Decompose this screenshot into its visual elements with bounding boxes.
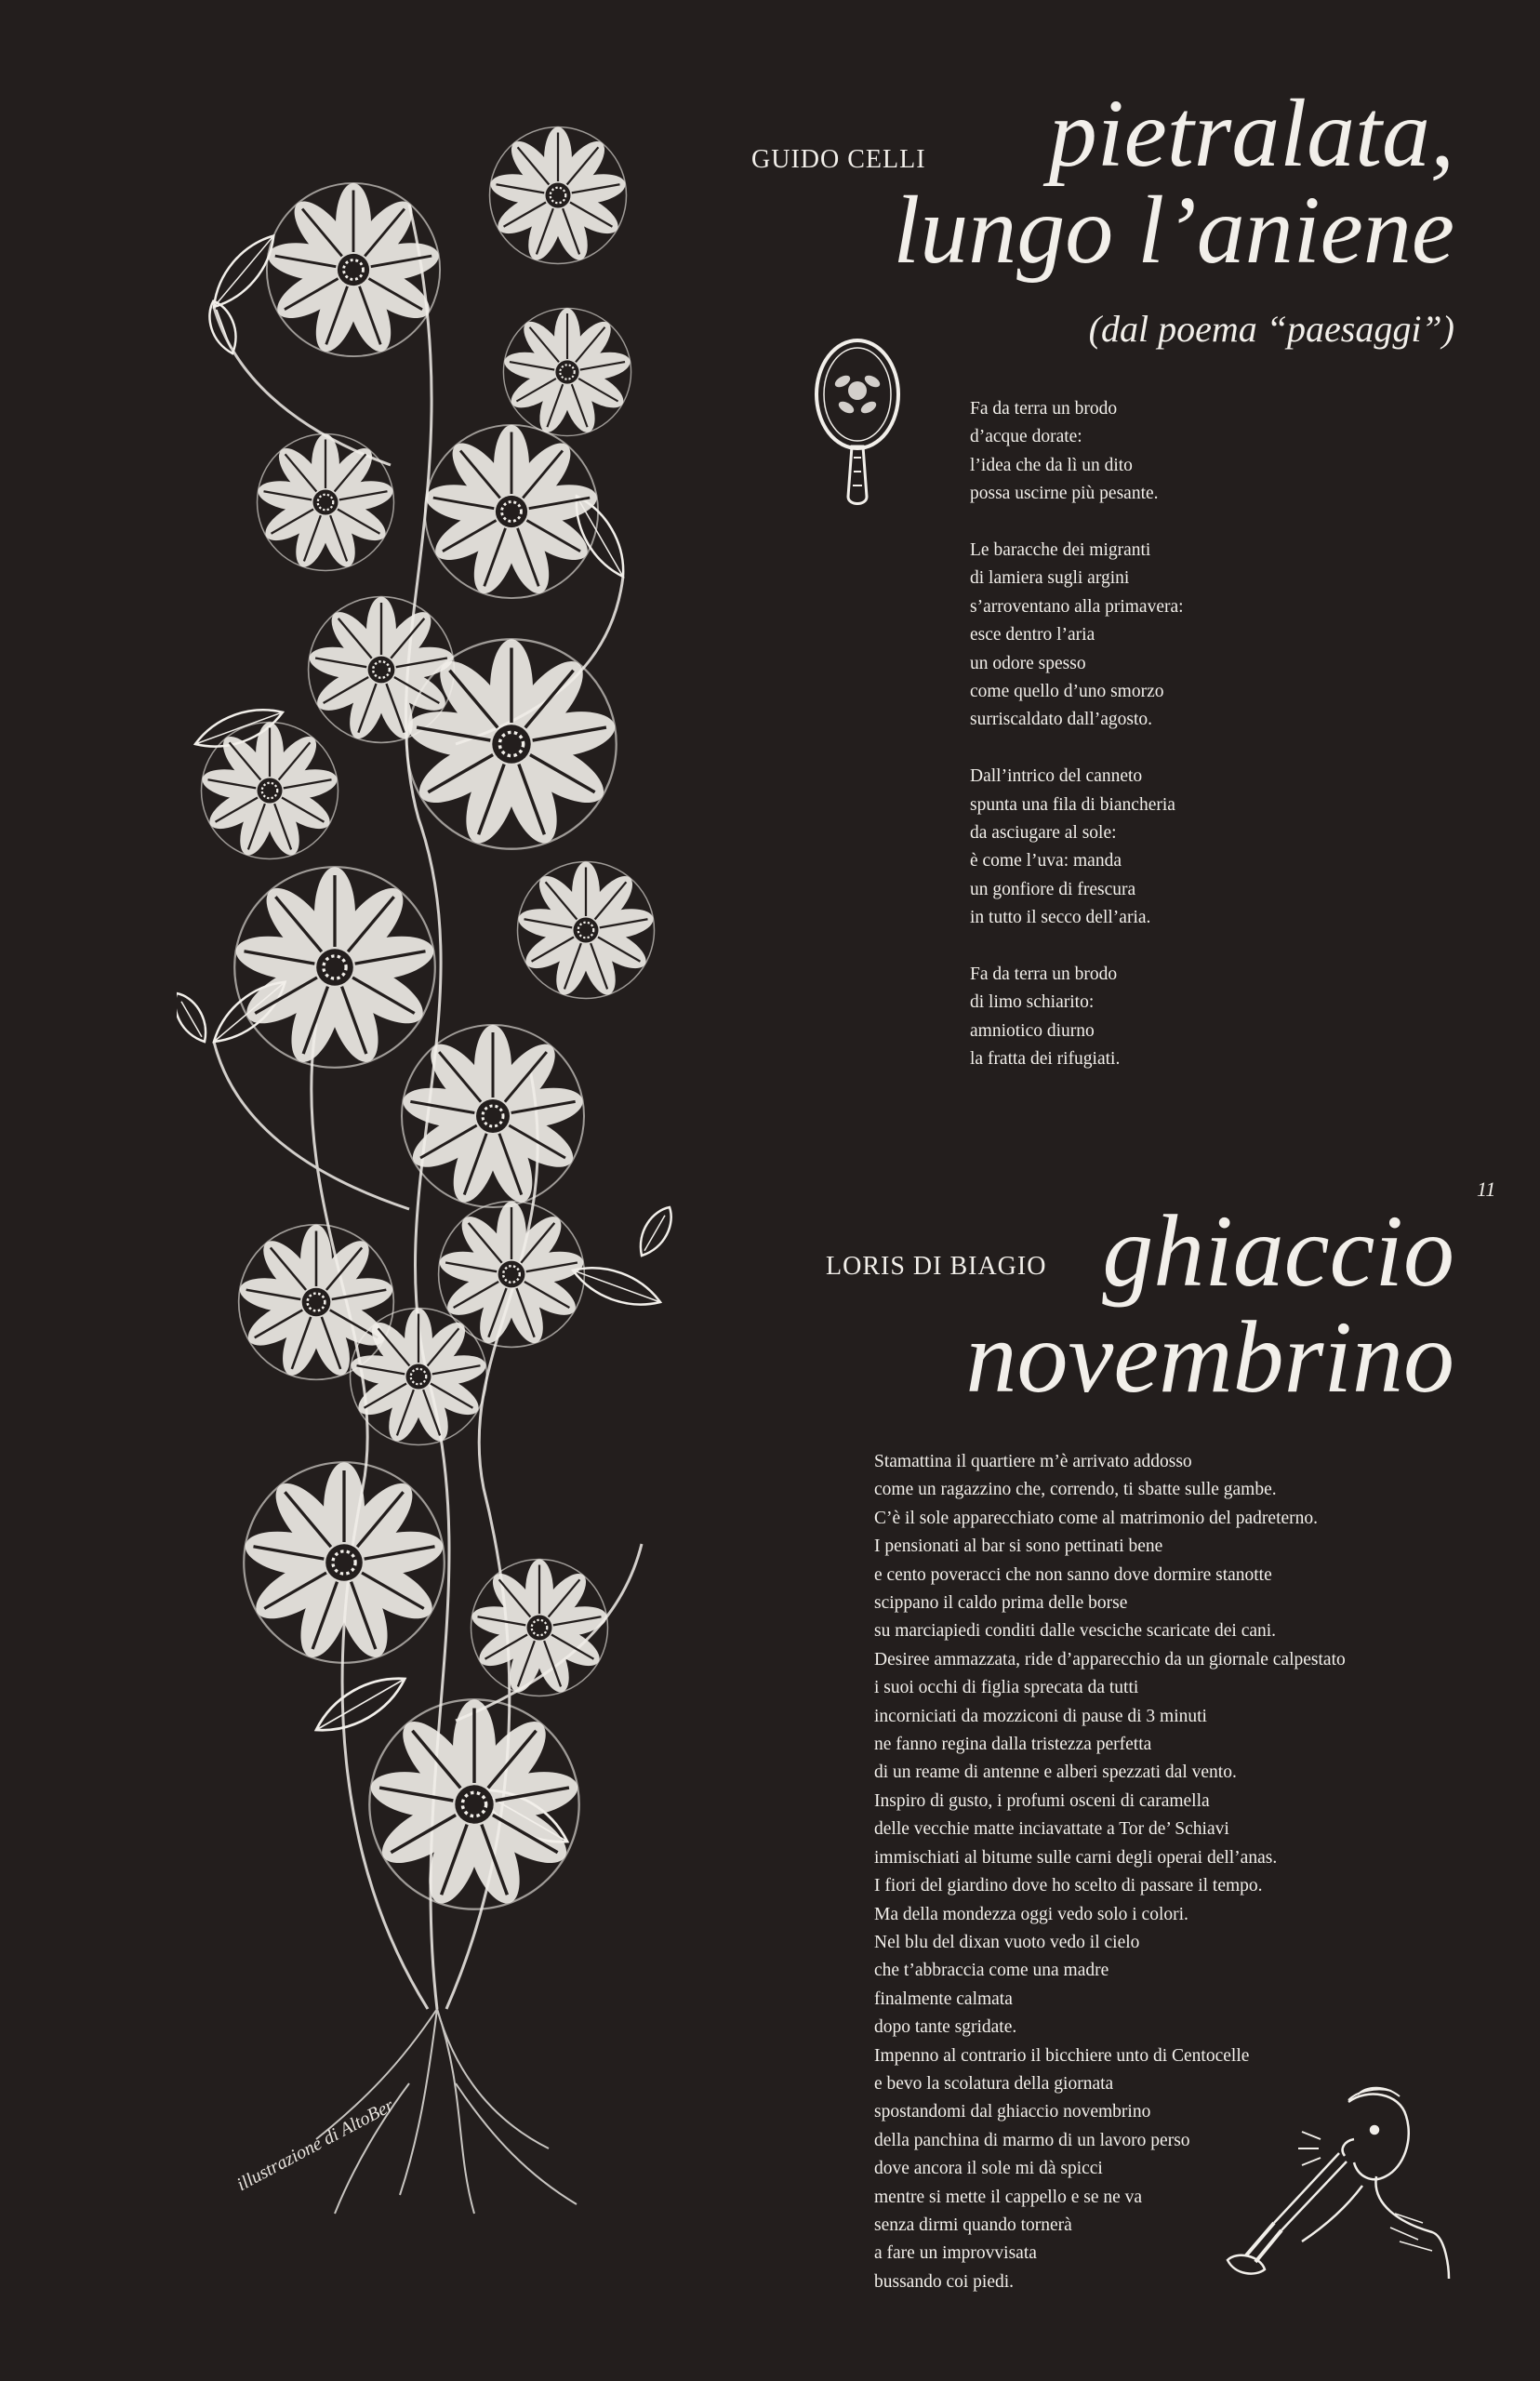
poem2-title-line: novembrino <box>965 1300 1454 1414</box>
poem1-title-line: lungo l’aniene <box>893 177 1454 284</box>
verse-line: i suoi occhi di figlia sprecata da tutti <box>874 1678 1139 1698</box>
poem1-author: GUIDO CELLI <box>751 145 926 174</box>
verse-line: come quello d’uno smorzo <box>970 682 1164 702</box>
verse-line: a fare un improvvisata <box>874 2243 1037 2264</box>
verse-line: Fa da terra un brodo <box>970 964 1118 985</box>
verse-line: l’idea che da lì un dito <box>970 455 1133 475</box>
verse-line: I pensionati al bar si sono pettinati bene <box>874 1536 1163 1557</box>
verse-line: Fa da terra un brodo <box>970 399 1118 419</box>
verse-line: C’è il sole apparecchiato come al matrimonio del padreterno. <box>874 1508 1319 1528</box>
poem2-title-line: ghiaccio <box>1102 1194 1454 1308</box>
verse-line: amniotico diurno <box>970 1020 1095 1041</box>
verse-line: spostandomi dal ghiaccio novembrino <box>874 2102 1151 2122</box>
poem1-stanza <box>970 961 1184 1074</box>
verse-line: I fiori del giardino dove ho scelto di passare il tempo. <box>874 1876 1263 1896</box>
verse-line: di limo schiarito: <box>970 992 1095 1013</box>
poem1-title <box>893 80 1454 284</box>
verse-line: bussando coi piedi. <box>874 2271 1015 2292</box>
verse-line: di un reame di antenne e alberi spezzati dal vento. <box>874 1762 1237 1783</box>
verse-line: come un ragazzino che, correndo, ti sbatte sulle gambe. <box>874 1480 1277 1500</box>
verse-line: Nel blu del dixan vuoto vedo il cielo <box>874 1932 1140 1952</box>
verse-line: delle vecchie matte inciavattate a Tor de’ Schiavi <box>874 1819 1229 1840</box>
verse-line: della panchina di marmo di un lavoro perso <box>874 2130 1190 2150</box>
poem1-title-line: pietralata, <box>1048 80 1454 187</box>
verse-line: spunta una fila di biancheria <box>970 794 1175 815</box>
verse-line: in tutto il secco dell’aria. <box>970 908 1151 928</box>
drinking-man-illustration <box>1209 2083 1451 2279</box>
verse-line: possa uscirne più pesante. <box>970 484 1159 504</box>
verse-line: di lamiera sugli argini <box>970 568 1130 589</box>
verse-line: un gonfiore di frescura <box>970 879 1136 899</box>
flower-column-illustration <box>177 93 697 2288</box>
verse-line: Ma della mondezza oggi vedo solo i colori. <box>874 1904 1188 1924</box>
verse-line: incorniciati da mozziconi di pause di 3 minuti <box>874 1706 1207 1726</box>
poem2-title <box>965 1194 1454 1414</box>
verse-line: dove ancora il sole mi dà spicci <box>874 2159 1103 2179</box>
verse-line: ne fanno regina dalla tristezza perfetta <box>874 1735 1152 1755</box>
poem1-stanza <box>970 395 1184 509</box>
verse-line: d’acque dorate: <box>970 427 1082 447</box>
verse-line: Le baracche dei migranti <box>970 540 1151 561</box>
verse-line: che t’abbraccia come una madre <box>874 1961 1109 1981</box>
verse-line: un odore spesso <box>970 653 1086 673</box>
verse-line: s’arroventano alla primavera: <box>970 596 1184 617</box>
page-number: 11 <box>1477 1177 1496 1201</box>
verse-line: scippano il caldo prima delle borse <box>874 1593 1128 1614</box>
poem1-stanza <box>970 537 1184 735</box>
poem1-text <box>970 395 1184 1074</box>
verse-line: Stamattina il quartiere m’è arrivato addosso <box>874 1452 1192 1471</box>
verse-line: dopo tante sgridate. <box>874 2017 1017 2038</box>
verse-line: esce dentro l’aria <box>970 625 1095 645</box>
verse-line: Desiree ammazzata, ride d’apparecchio da un giornale calpestato <box>874 1649 1346 1669</box>
poem2-author: LORIS DI BIAGIO <box>826 1252 1047 1281</box>
verse-line: e bevo la scolatura della giornata <box>874 2073 1114 2094</box>
verse-line: Dall’intrico del canneto <box>970 766 1143 787</box>
verse-line: la fratta dei rifugiati. <box>970 1049 1121 1070</box>
hand-mirror-icon <box>811 337 904 513</box>
verse-line: su marciapiedi conditi dalle vesciche scaricate dei cani. <box>874 1621 1277 1642</box>
verse-line: Impenno al contrario il bicchiere unto di Centocelle <box>874 2045 1250 2066</box>
illustration-credit: illustrazione di AltoBer <box>233 2095 398 2196</box>
verse-line: Inspiro di gusto, i profumi osceni di caramella <box>874 1790 1210 1811</box>
verse-line: immischiati al bitume sulle carni degli operai dell’anas. <box>874 1847 1278 1868</box>
poem1-stanza <box>970 763 1184 932</box>
verse-line: da asciugare al sole: <box>970 823 1117 844</box>
verse-line: finalmente calmata <box>874 1989 1013 2009</box>
verse-line: è come l’uva: manda <box>970 851 1122 871</box>
verse-line: mentre si mette il cappello e se ne va <box>874 2187 1143 2207</box>
verse-line: e cento poveracci che non sanno dove dormire stanotte <box>874 1564 1272 1585</box>
poem1-subtitle: (dal poema “paesaggi”) <box>1088 308 1454 350</box>
verse-line: surriscaldato dall’agosto. <box>970 710 1153 730</box>
verse-line: senza dirmi quando tornerà <box>874 2215 1072 2235</box>
